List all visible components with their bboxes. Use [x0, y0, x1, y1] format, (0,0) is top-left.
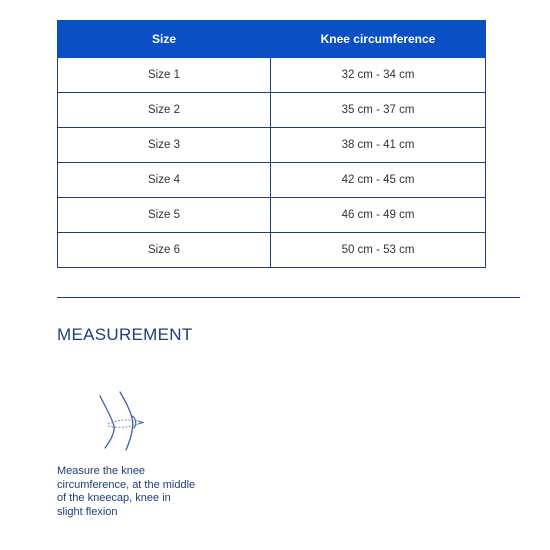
table-row [58, 58, 486, 93]
size-cell: Size 3 [58, 128, 271, 163]
knee-measurement-icon [90, 388, 160, 456]
size-table [57, 20, 486, 268]
size-table-body [58, 58, 486, 268]
circumference-cell: 35 cm - 37 cm [271, 93, 486, 128]
header-size: Size [58, 21, 271, 58]
size-table-header [58, 21, 486, 58]
header-knee-circumference: Knee circumference [271, 21, 486, 58]
size-cell: Size 5 [58, 198, 271, 233]
circumference-cell: 50 cm - 53 cm [271, 233, 486, 268]
section-divider [57, 297, 520, 298]
table-row [58, 163, 486, 198]
size-cell: Size 2 [58, 93, 271, 128]
measurement-instruction: Measure the knee circumference, at the middle of the kneecap, knee in slight flexion [57, 465, 196, 518]
circumference-cell: 46 cm - 49 cm [271, 198, 486, 233]
table-row [58, 128, 486, 163]
size-cell: Size 6 [58, 233, 271, 268]
circumference-cell: 32 cm - 34 cm [271, 58, 486, 93]
circumference-cell: 42 cm - 45 cm [271, 163, 486, 198]
circumference-cell: 38 cm - 41 cm [271, 128, 486, 163]
table-row [58, 93, 486, 128]
size-cell: Size 4 [58, 163, 271, 198]
size-cell: Size 1 [58, 58, 271, 93]
measurement-title: MEASUREMENT [57, 325, 193, 344]
header-row [58, 21, 486, 58]
table-row [58, 198, 486, 233]
table-row [58, 233, 486, 268]
